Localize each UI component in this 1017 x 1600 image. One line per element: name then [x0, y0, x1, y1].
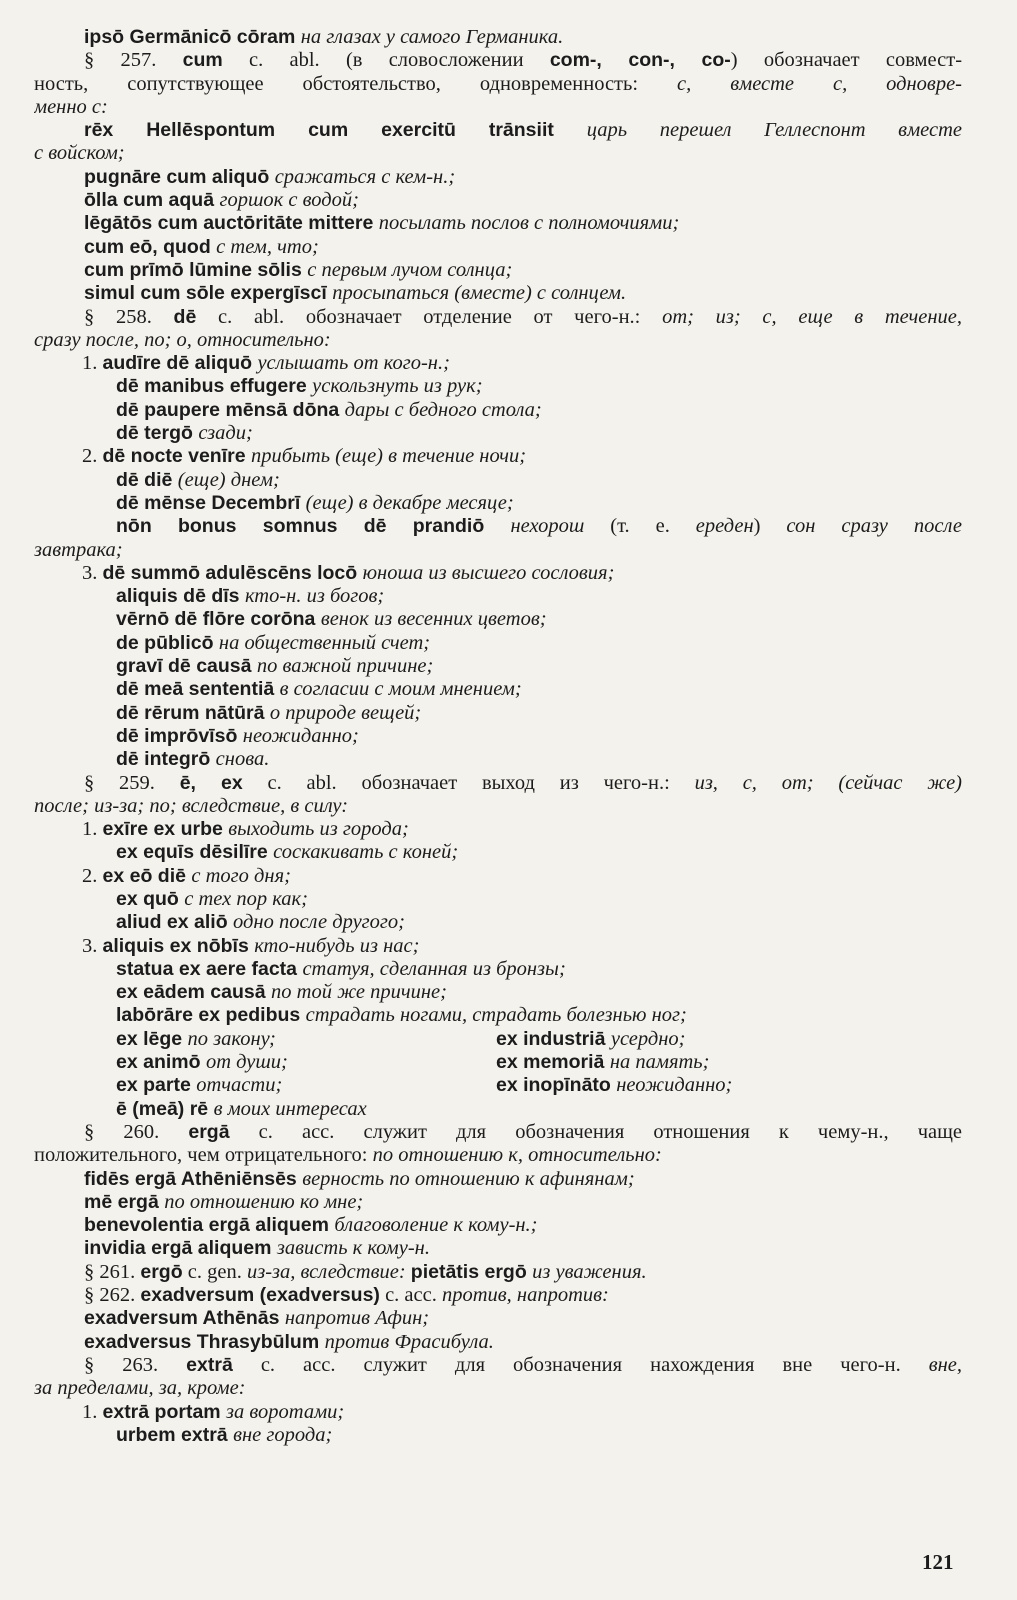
- latin-phrase: exīre ex urbe: [102, 818, 229, 841]
- russian-translation: с тех пор как;: [184, 887, 308, 910]
- text-line: [34, 1098, 962, 1121]
- latin-phrase: aliquis ex nōbīs: [102, 934, 255, 957]
- text-line: [34, 445, 962, 468]
- body-text: § 261.: [84, 1260, 141, 1283]
- text-line: [34, 1261, 962, 1284]
- latin-phrase: dē meā sententiā: [116, 678, 280, 701]
- text-line: [34, 1121, 962, 1144]
- body-text: 2.: [82, 864, 103, 887]
- russian-translation: усердно;: [610, 1027, 686, 1050]
- text-line: [34, 562, 962, 585]
- text-line: [34, 96, 962, 119]
- russian-translation: после; из-за; по; вследствие, в силу:: [34, 794, 349, 817]
- russian-translation: по закону;: [187, 1027, 276, 1050]
- latin-phrase: gravī dē causā: [116, 655, 257, 678]
- russian-translation: о природе вещей;: [269, 701, 422, 724]
- latin-phrase: ōlla cum aquā: [84, 189, 220, 212]
- text-line: [34, 818, 962, 841]
- latin-phrase: ex equīs dēsilīre: [116, 841, 274, 864]
- latin-phrase: audīre dē aliquō: [102, 352, 258, 375]
- latin-phrase: mē ergā: [84, 1190, 165, 1213]
- latin-phrase: aliquis dē dīs: [116, 585, 245, 608]
- text-line: [34, 189, 962, 212]
- latin-phrase: exadversus Thrasybūlum: [84, 1330, 325, 1353]
- russian-translation: одно после другого;: [233, 911, 405, 934]
- latin-phrase: dē nocte venīre: [102, 445, 251, 468]
- latin-phrase: urbem extrā: [116, 1423, 234, 1446]
- latin-phrase: ex parte: [116, 1074, 197, 1097]
- latin-phrase: ex inopīnāto: [496, 1074, 617, 1097]
- russian-translation: услышать от кого-н.;: [257, 352, 450, 375]
- latin-phrase: dē diē: [116, 468, 178, 491]
- latin-phrase: ex quō: [116, 887, 185, 910]
- text-line: [34, 888, 962, 911]
- russian-translation: на общественный счет;: [218, 631, 431, 654]
- russian-translation: кто-н. из богов;: [244, 585, 385, 608]
- column-entry: [496, 1051, 876, 1074]
- russian-translation: из, с, от; (сейчас же): [694, 771, 962, 794]
- text-line: [34, 911, 962, 934]
- text-line: [34, 1191, 962, 1214]
- body-text: ): [753, 515, 787, 538]
- russian-translation: по важной причине;: [256, 655, 434, 678]
- russian-translation: отчасти;: [196, 1074, 283, 1097]
- russian-translation: за воротами;: [226, 1400, 345, 1423]
- russian-translation: прибыть (еще) в течение ночи;: [250, 445, 527, 468]
- latin-phrase: ē, ex: [179, 771, 243, 794]
- russian-translation: сон сразу после: [786, 515, 962, 538]
- body-text: 3.: [82, 561, 103, 584]
- latin-phrase: exadversum (exadversus): [140, 1284, 380, 1307]
- russian-translation: верность по отношению к афинянам;: [302, 1167, 635, 1190]
- text-line: [34, 352, 962, 375]
- text-line: [34, 958, 962, 981]
- latin-phrase: rēx Hellēspontum cum exercitū trānsiit: [84, 119, 587, 142]
- body-text: (т. е.: [610, 515, 696, 538]
- text-line: [34, 329, 962, 352]
- column-entry: [116, 1028, 496, 1051]
- russian-translation: с войском;: [34, 142, 125, 165]
- russian-translation: против Фрасибула.: [324, 1330, 494, 1353]
- latin-phrase: pugnāre cum aliquō: [84, 165, 275, 188]
- text-line: [34, 236, 962, 259]
- latin-phrase: dē: [173, 305, 197, 328]
- body-text: 2.: [82, 445, 103, 468]
- latin-phrase: dē mēnse Decembrī: [116, 491, 306, 514]
- russian-translation: на глазах у самого Германика.: [300, 26, 564, 48]
- text-line: [34, 1377, 962, 1400]
- text-line: [34, 748, 962, 771]
- russian-translation: по отношению ко мне;: [164, 1190, 364, 1213]
- russian-translation: ускользнуть из рук;: [312, 375, 483, 398]
- russian-translation: в моих интересах: [213, 1097, 367, 1120]
- body-text: положительного, чем отрицательного:: [34, 1144, 373, 1167]
- body-text: 1.: [82, 352, 103, 375]
- latin-phrase: ipsō Germānicō cōram: [84, 26, 301, 48]
- russian-translation: дары с бедного стола;: [344, 398, 542, 421]
- text-line: [34, 1004, 962, 1027]
- text-line: [34, 841, 962, 864]
- body-text: § 257.: [84, 49, 183, 72]
- body-text: c. acc.: [379, 1284, 442, 1307]
- text-line: [34, 73, 962, 96]
- russian-translation: соскакивать с коней;: [273, 841, 459, 864]
- body-text: c. gen.: [182, 1260, 247, 1283]
- russian-translation: против, напротив:: [441, 1284, 609, 1307]
- latin-phrase: extrā portam: [102, 1400, 227, 1423]
- text-line: [34, 259, 962, 282]
- body-text: § 258.: [84, 305, 174, 328]
- russian-translation: с, вместе с, одновре-: [677, 72, 962, 95]
- body-text: c. abl. обозначает выход из чего-н.:: [242, 771, 695, 794]
- text-line: [34, 282, 962, 305]
- latin-phrase: pietātis ergō: [410, 1260, 533, 1283]
- russian-translation: страдать ногами, страдать болезнью ног;: [305, 1004, 687, 1027]
- latin-phrase: com-, con-, co-: [549, 49, 731, 72]
- latin-phrase: simul cum sōle expergīscī: [84, 282, 333, 305]
- latin-phrase: dē imprōvīsō: [116, 724, 243, 747]
- text-line: [34, 1401, 962, 1424]
- text-line: [34, 1284, 962, 1307]
- body-text: 1.: [82, 818, 103, 841]
- russian-translation: снова.: [215, 748, 270, 771]
- latin-phrase: cum prīmō lūmine sōlis: [84, 258, 308, 281]
- russian-translation: сражаться с кем-н.;: [274, 165, 456, 188]
- body-text: § 259.: [84, 771, 180, 794]
- latin-phrase: ē (meā) rē: [116, 1097, 214, 1120]
- latin-phrase: exadversum Athēnās: [84, 1307, 285, 1330]
- text-line: [34, 1307, 962, 1330]
- text-line: [34, 1214, 962, 1237]
- russian-translation: горшок с водой;: [219, 189, 359, 212]
- text-line: [34, 1237, 962, 1260]
- russian-translation: кто-нибудь из нас;: [254, 934, 420, 957]
- body-text: § 263.: [84, 1353, 187, 1376]
- text-line: [34, 515, 962, 538]
- russian-translation: просыпаться (вместе) с солнцем.: [332, 282, 627, 305]
- latin-phrase: dē summō adulēscēns locō: [102, 561, 363, 584]
- text-line: [34, 865, 962, 888]
- russian-translation: с того дня;: [191, 864, 291, 887]
- column-entry: [496, 1028, 876, 1051]
- text-line: [34, 492, 962, 515]
- text-line: [34, 795, 962, 818]
- text-line: [34, 1354, 962, 1377]
- latin-phrase: dē rērum nātūrā: [116, 701, 270, 724]
- latin-phrase: dē manibus effugere: [116, 375, 313, 398]
- russian-translation: выходить из города;: [228, 818, 409, 841]
- text-line: [34, 119, 962, 142]
- russian-translation: сзади;: [198, 422, 253, 445]
- latin-phrase: ergā: [188, 1120, 230, 1143]
- body-text: ность, сопутствующее обстоятельство, одновременность:: [34, 72, 678, 95]
- russian-translation: зависть к кому-н.: [276, 1237, 430, 1260]
- text-line: [34, 632, 962, 655]
- latin-phrase: ex lēge: [116, 1027, 188, 1050]
- text-line: [34, 469, 962, 492]
- column-entry: [496, 1074, 876, 1097]
- latin-phrase: ex industriā: [496, 1027, 611, 1050]
- russian-translation: за пределами, за, кроме:: [34, 1377, 246, 1400]
- latin-phrase: ex animō: [116, 1051, 206, 1074]
- latin-phrase: dē paupere mēnsā dōna: [116, 398, 345, 421]
- text-line: [34, 702, 962, 725]
- latin-phrase: cum eō, quod: [84, 235, 217, 258]
- latin-phrase: ex eō diē: [102, 864, 192, 887]
- russian-translation: на память;: [609, 1051, 710, 1074]
- russian-translation: благоволение к кому-н.;: [334, 1214, 538, 1237]
- page-number: 121: [922, 1550, 954, 1574]
- russian-translation: из-за, вследствие:: [246, 1260, 411, 1283]
- latin-phrase: invidia ergā aliquem: [84, 1237, 277, 1260]
- text-line: [34, 725, 962, 748]
- text-line: [34, 935, 962, 958]
- text-line: [34, 1028, 962, 1051]
- text-line: [34, 678, 962, 701]
- russian-translation: вне города;: [233, 1423, 333, 1446]
- russian-translation: статуя, сделанная из бронзы;: [302, 957, 566, 980]
- russian-translation: венок из весенних цветов;: [320, 608, 547, 631]
- text-line: [34, 399, 962, 422]
- body-text: c. abl. (в словосложении: [222, 49, 550, 72]
- text-line: [34, 1331, 962, 1354]
- latin-phrase: dē integrō: [116, 748, 216, 771]
- text-line: [34, 585, 962, 608]
- russian-translation: сразу после, по; о, относительно:: [34, 328, 331, 351]
- latin-phrase: lēgātōs cum auctōritāte mittere: [84, 212, 379, 235]
- body-text: ) обозначает совмест-: [730, 49, 962, 72]
- body-text: c. acc. служит для обозначения отношения к чему-н., чаще: [229, 1120, 962, 1143]
- column-entry: [116, 1074, 496, 1097]
- latin-phrase: labōrāre ex pedibus: [116, 1004, 306, 1027]
- body-text: § 260.: [84, 1120, 189, 1143]
- latin-phrase: vērnō dē flōre corōna: [116, 608, 321, 631]
- russian-translation: неожиданно;: [242, 724, 359, 747]
- text-line: [34, 539, 962, 562]
- page-body: [34, 26, 962, 1447]
- russian-translation: в согласии с моим мнением;: [279, 678, 522, 701]
- text-line: [34, 26, 962, 49]
- russian-translation: неожиданно;: [616, 1074, 733, 1097]
- latin-phrase: aliud ex aliō: [116, 911, 234, 934]
- text-line: [34, 49, 962, 72]
- russian-translation: с тем, что;: [216, 235, 319, 258]
- latin-phrase: ex memoriā: [496, 1051, 610, 1074]
- latin-phrase: nōn bonus somnus dē prandiō: [116, 515, 511, 538]
- latin-phrase: benevolentia ergā aliquem: [84, 1214, 335, 1237]
- latin-phrase: extrā: [186, 1353, 233, 1376]
- body-text: c. acc. служит для обозначения нахождения вне чего-н.: [232, 1353, 929, 1376]
- text-line: [34, 142, 962, 165]
- text-line: [34, 1074, 962, 1097]
- latin-phrase: de pūblicō: [116, 631, 219, 654]
- russian-translation: из уважения.: [532, 1260, 647, 1283]
- latin-phrase: dē tergō: [116, 422, 199, 445]
- russian-translation: ереден: [695, 515, 754, 538]
- russian-translation: напротив Афин;: [284, 1307, 430, 1330]
- text-line: [34, 1424, 962, 1447]
- latin-phrase: ex eādem causā: [116, 981, 272, 1004]
- text-line: [34, 422, 962, 445]
- column-entry: [116, 1051, 496, 1074]
- text-line: [34, 306, 962, 329]
- russian-translation: вне,: [928, 1353, 962, 1376]
- text-line: [34, 1051, 962, 1074]
- russian-translation: с первым лучом солнца;: [307, 258, 513, 281]
- russian-translation: завтрака;: [34, 538, 123, 561]
- russian-translation: по той же причине;: [271, 981, 447, 1004]
- text-line: [34, 212, 962, 235]
- russian-translation: юноша из высшего сословия;: [362, 561, 615, 584]
- russian-translation: посылать послов с полномочиями;: [378, 212, 680, 235]
- text-line: [34, 166, 962, 189]
- latin-phrase: statua ex aere facta: [116, 957, 303, 980]
- latin-phrase: cum: [182, 49, 223, 72]
- russian-translation: от; из; с, еще в течение,: [662, 305, 962, 328]
- russian-translation: нехорош: [510, 515, 611, 538]
- text-line: [34, 608, 962, 631]
- text-line: [34, 772, 962, 795]
- text-line: [34, 1144, 962, 1167]
- latin-phrase: fidēs ergā Athēniēnsēs: [84, 1167, 303, 1190]
- body-text: § 262.: [84, 1284, 141, 1307]
- text-line: [34, 981, 962, 1004]
- russian-translation: по отношению к, относительно:: [372, 1144, 662, 1167]
- russian-translation: менно с:: [34, 95, 108, 118]
- russian-translation: (еще) днем;: [177, 468, 280, 491]
- russian-translation: царь перешел Геллеспонт вместе: [586, 119, 962, 142]
- body-text: 3.: [82, 934, 103, 957]
- text-line: [34, 655, 962, 678]
- body-text: 1.: [82, 1400, 103, 1423]
- latin-phrase: ergō: [140, 1260, 183, 1283]
- russian-translation: от души;: [205, 1051, 288, 1074]
- text-line: [34, 1168, 962, 1191]
- text-line: [34, 375, 962, 398]
- body-text: c. abl. обозначает отделение от чего-н.:: [196, 305, 663, 328]
- russian-translation: (еще) в декабре месяце;: [305, 491, 514, 514]
